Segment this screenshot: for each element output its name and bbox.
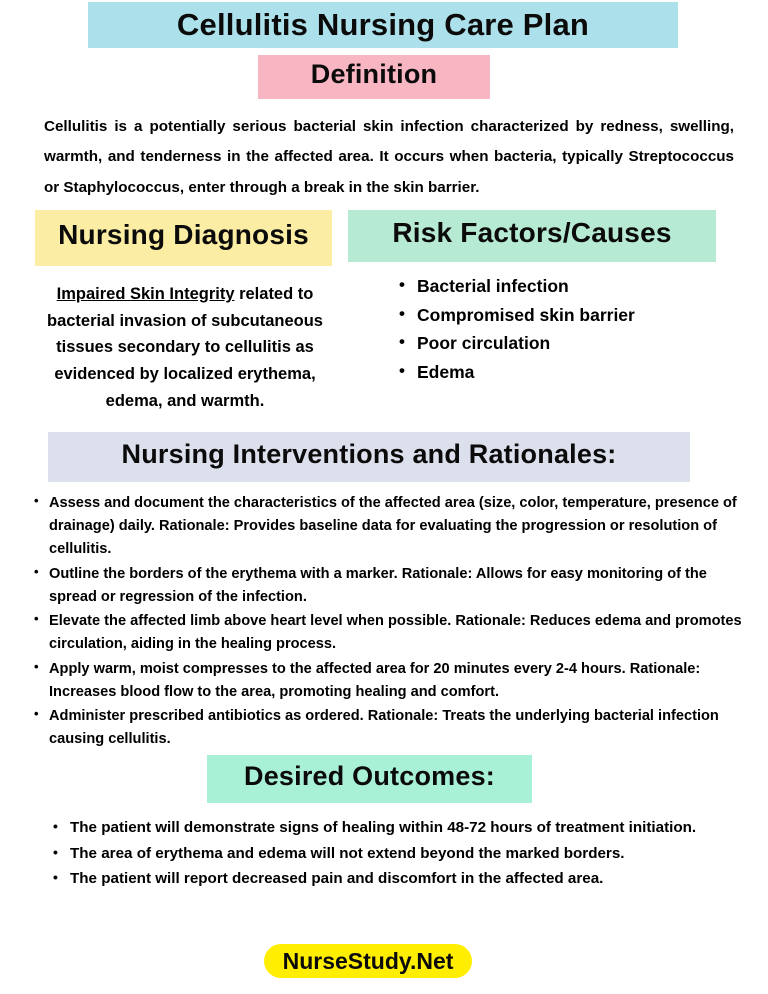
outcome-text: The patient will report decreased pain and discomfort in the affected area. <box>70 870 604 888</box>
nursing-diagnosis-heading: Nursing Diagnosis <box>35 210 332 266</box>
risk-factor-text: Edema <box>417 361 475 382</box>
risk-factors-heading: Risk Factors/Causes <box>348 210 716 262</box>
intervention-text: Assess and document the characteristics of the affected area (size, color, temperature, presence of drainage) daily. Rationale: Provides baseline data for evaluating the progression or resolution of cellulitis. <box>49 495 737 558</box>
list-item <box>48 867 738 892</box>
intervention-text: Apply warm, moist compresses to the affected area for 20 minutes every 2-4 hours. Rationale: Increases blood flow to the area, promoting healing and comfort. <box>49 660 701 700</box>
nursing-diagnosis-body-text <box>30 281 340 415</box>
list-item <box>30 658 746 704</box>
interventions-heading: Nursing Interventions and Rationales: <box>48 432 690 482</box>
list-item <box>30 492 746 561</box>
risk-factor-text: Bacterial infection <box>417 276 569 296</box>
nursing-diagnosis-label: Impaired Skin Integrity <box>56 285 235 303</box>
list-item <box>30 610 746 656</box>
outcome-text: The patient will demonstrate signs of healing within 48-72 hours of treatment initiation. <box>70 819 697 836</box>
list-item <box>395 358 725 387</box>
intervention-text: Elevate the affected limb above heart level when possible. Rationale: Reduces edema and promotes circulation, aiding in the healing process. <box>49 613 742 653</box>
list-item <box>48 842 738 867</box>
list-item <box>395 329 725 358</box>
intervention-text: Outline the borders of the erythema with a marker. Rationale: Allows for easy monitoring of the spread or regression of the infection. <box>49 565 707 605</box>
list-item <box>48 816 738 841</box>
list-item <box>395 272 725 301</box>
risk-factor-text: Poor circulation <box>417 333 551 354</box>
risk-factor-text: Compromised skin barrier <box>417 304 635 325</box>
definition-heading: Definition <box>258 55 490 99</box>
list-item <box>30 563 746 609</box>
site-brand-badge[interactable]: NurseStudy.Net <box>264 944 472 978</box>
definition-body-text: Cellulitis is a potentially serious bacterial skin infection characterized by redness, swelling, warmth, and tenderness in the affected area. It occurs when bacteria, typically Streptococcus or Staphylococcus, enter through a break in the skin barrier. <box>44 118 734 196</box>
outcome-text: The area of erythema and edema will not extend beyond the marked borders. <box>70 844 625 862</box>
list-item <box>30 705 746 751</box>
desired-outcomes-heading: Desired Outcomes: <box>207 755 532 803</box>
page-title: Cellulitis Nursing Care Plan <box>88 2 678 48</box>
interventions-list <box>30 492 746 753</box>
intervention-text: Administer prescribed antibiotics as ordered. Rationale: Treats the underlying bacterial infection causing cellulitis. <box>49 708 719 748</box>
desired-outcomes-list <box>48 816 738 893</box>
list-item <box>395 301 725 330</box>
risk-factors-list <box>395 272 725 386</box>
nursing-diagnosis-detail: related to bacterial invasion of subcutaneous tissues secondary to cellulitis as evidenced by localized erythema, edema, and warmth. <box>47 285 323 410</box>
